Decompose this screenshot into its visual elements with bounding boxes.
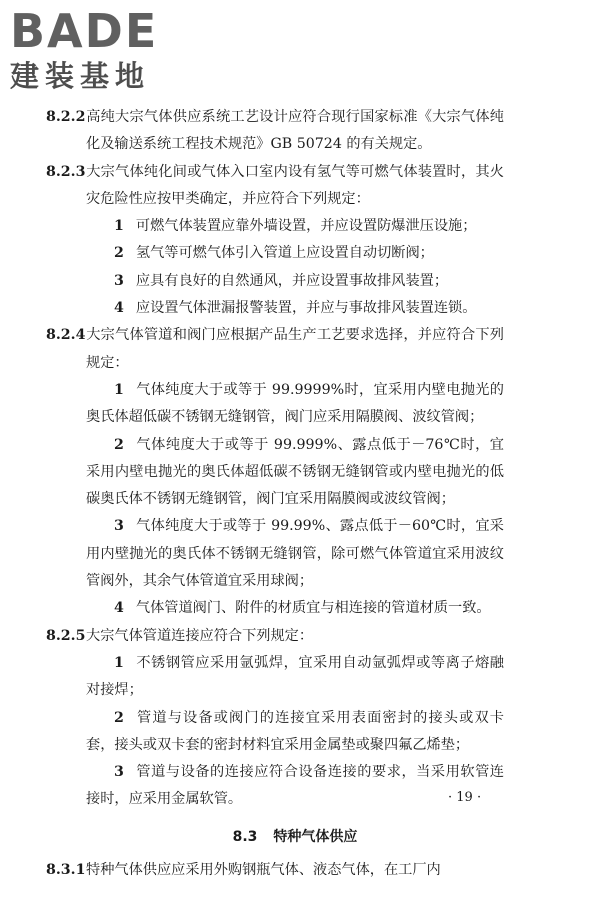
page-number: · 19 · [448, 790, 482, 805]
clause-number: 8.2.5 [46, 627, 86, 644]
clause-number: 8.2.4 [46, 327, 86, 344]
clause-number: 8.3.1 [46, 862, 86, 879]
section-number: 8.3 [232, 828, 258, 845]
list-item [86, 705, 504, 760]
list-item [86, 295, 504, 322]
clause-text: 大宗气体管道和阀门应根据产品生产工艺要求选择，并应符合下列规定： [86, 327, 504, 371]
clause-8-2-2 [46, 104, 504, 159]
clause-text: 高纯大宗气体供应系统工艺设计应符合现行国家标准《大宗气体纯化及输送系统工程技术规范》GB 50724 的有关规定。 [86, 109, 504, 153]
list-item [86, 650, 504, 705]
clause-text: 特种气体供应应采用外购钢瓶气体、液态气体，在工厂内 [86, 862, 441, 879]
item-number: 1 [114, 381, 124, 398]
logo-subtitle: 建装基地 [10, 59, 151, 93]
item-text: 气体纯度大于或等于 99.999%、露点低于－76℃时，宜采用内壁电抛光的奥氏体超低碳不锈钢无缝钢管或内壁电抛光的低碳奥氏体不锈钢无缝钢管，阀门宜采用隔膜阀或波纹管阀； [86, 436, 504, 508]
list-item [86, 759, 504, 814]
item-number: 1 [114, 218, 124, 235]
logo [10, 6, 180, 102]
list-item [86, 377, 504, 432]
item-number: 2 [114, 245, 124, 262]
item-text: 不锈钢管应采用氩弧焊，宜采用自动氩弧焊或等离子熔融对接焊； [86, 654, 504, 699]
list-item [86, 240, 504, 267]
item-text: 管道与设备的连接应符合设备连接的要求，当采用软管连接时，应采用金属软管。 [86, 764, 504, 808]
section-title-text: 特种气体供应 [273, 828, 358, 845]
clause-text: 大宗气体纯化间或气体入口室内设有氢气等可燃气体装置时，其火灾危险性应按甲类确定，并应符合下列规定： [86, 163, 504, 207]
item-text: 氢气等可燃气体引入管道上应设置自动切断阀； [135, 245, 434, 262]
item-text: 可燃气体装置应靠外墙设置，并应设置防爆泄压设施； [135, 218, 477, 235]
list-item [86, 268, 504, 295]
item-text: 气体纯度大于或等于 99.9999%时，宜采用内壁电抛光的奥氏体超低碳不锈钢无缝钢管，阀门应采用隔膜阀、波纹管阀； [86, 381, 504, 426]
item-number: 4 [114, 600, 124, 617]
item-number: 4 [114, 300, 124, 317]
item-text: 气体管道阀门、附件的材质宜与相连接的管道材质一致。 [135, 600, 491, 617]
clause-8-2-4 [46, 322, 504, 377]
list-item [86, 513, 504, 595]
item-text: 应设置气体泄漏报警装置，并应与事故排风装置连锁。 [135, 300, 477, 317]
item-text: 应具有良好的自然通风，并应设置事故排风装置； [135, 272, 449, 289]
item-number: 3 [114, 272, 124, 289]
clause-8-2-3 [46, 159, 504, 214]
item-number: 1 [114, 654, 124, 671]
clause-8-3-1 [46, 857, 504, 884]
list-item [86, 432, 504, 514]
item-text: 气体纯度大于或等于 99.99%、露点低于－60℃时，宜采用内壁抛光的奥氏体不锈钢无缝钢管，除可燃气体管道宜采用波纹管阀外，其余气体管道宜采用球阀； [86, 518, 504, 590]
document-body [46, 104, 504, 884]
item-number: 3 [114, 518, 124, 535]
clause-text: 大宗气体管道连接应符合下列规定： [86, 627, 314, 644]
list-item [86, 595, 504, 622]
clause-8-2-5 [46, 623, 504, 650]
list-item [86, 213, 504, 240]
section-heading [86, 824, 504, 851]
item-text: 管道与设备或阀门的连接宜采用表面密封的接头或双卡套，接头或双卡套的密封材料宜采用金属垫或聚四氟乙烯垫； [86, 709, 504, 753]
clause-number: 8.2.2 [46, 109, 86, 125]
item-number: 3 [114, 764, 124, 781]
item-number: 2 [114, 709, 124, 726]
item-number: 2 [114, 436, 124, 453]
logo-wordmark: BADE [10, 4, 159, 58]
clause-number: 8.2.3 [46, 163, 86, 180]
